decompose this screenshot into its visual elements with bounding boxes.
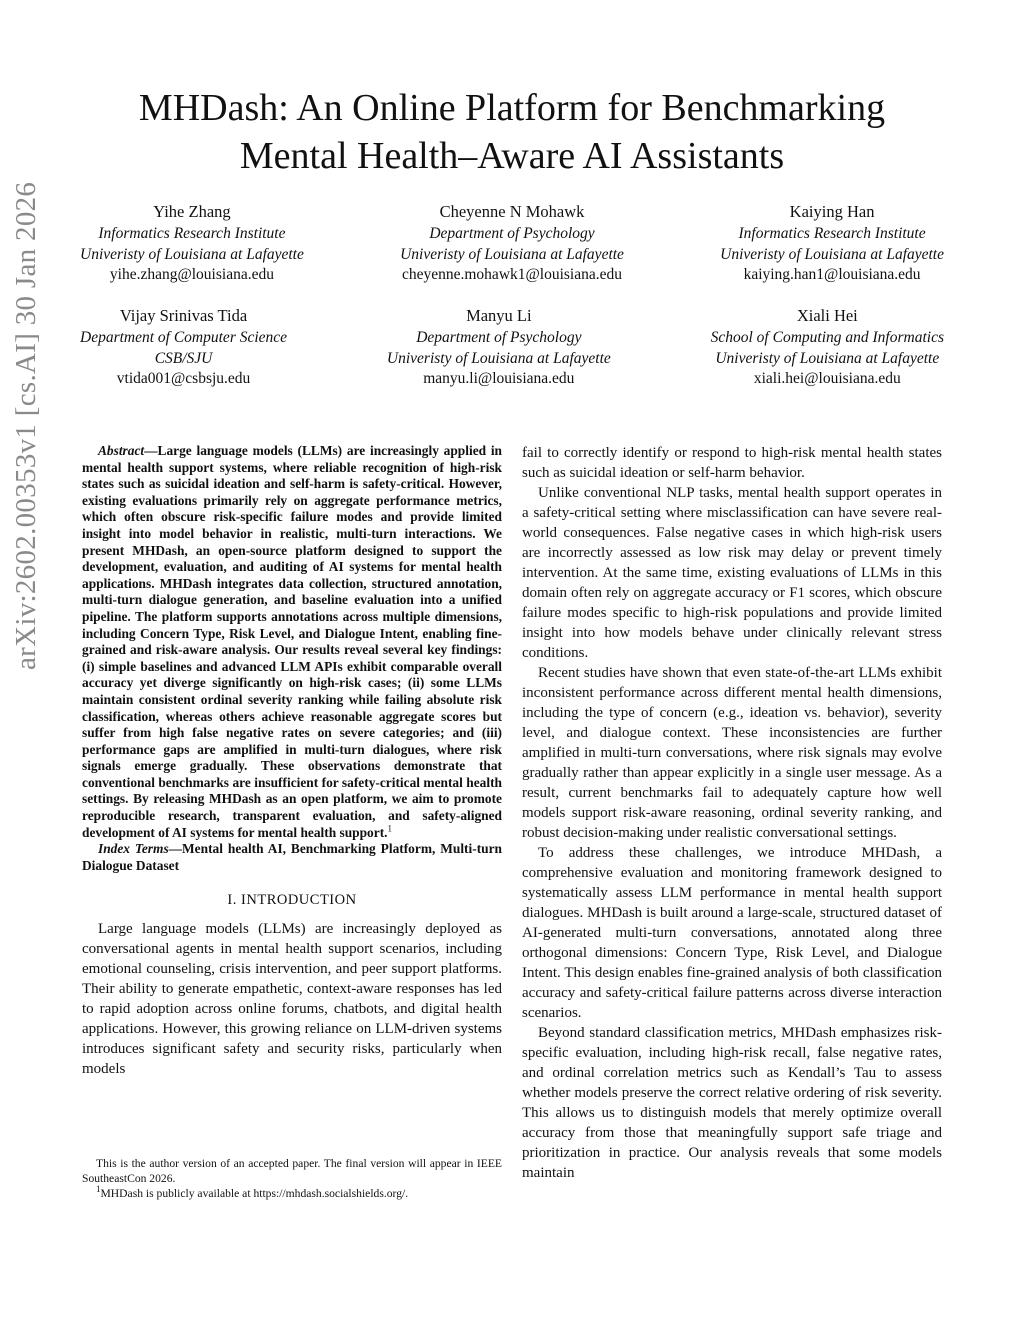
author-organization: Univeristy of Louisiana at Lafayette [720, 245, 944, 263]
body-paragraph: Recent studies have shown that even state-of-the-art LLMs exhibit inconsistent performance across different mental health dimensions, including the type of concern (e.g., ideation vs. behavior), severity level, and dialogue context. These inconsistencies are further amplified in multi-turn conversations, where risk signals may evolve gradually rather than appear explicitly in a single user message. As a result, current benchmarks fail to adequately capture how well models support risk-aware reasoning, ordinal severity ranking, and robust decision-making under realistic conversational settings. [522, 665, 942, 841]
author-department: Informatics Research Institute [98, 224, 286, 242]
index-terms-label: Index Terms [98, 841, 169, 857]
author-block [720, 202, 944, 286]
author-name: Xiali Hei [796, 306, 858, 325]
title-line-1: MHDash: An Online Platform for Benchmarking [138, 87, 886, 129]
footnote-mark: 1 [96, 1183, 101, 1194]
author-email: vtida001@csbsju.edu [116, 370, 251, 388]
body-paragraph: Unlike conventional NLP tasks, mental health support operates in a safety-critical setting where misclassification can have severe real-world consequences. False negative cases in which high-risk users are incorrectly assessed as low risk may delay or prevent timely intervention. At the same time, existing evaluations of LLMs in this domain often rely on aggregate accuracy or F1 scores, which obscure failure modes specific to high-risk populations and provide limited insight into how models behave under clinically relevant stress conditions. [522, 485, 942, 661]
author-block [711, 306, 944, 390]
abstract-label: Abstract [98, 443, 145, 458]
author-email: xiali.hei@louisiana.edu [753, 370, 901, 388]
footnote-availability-text: MHDash is publicly available at https://mhdash.socialshields.org/. [100, 1186, 409, 1200]
arxiv-identifier: arXiv:2602.00353v1 [cs.AI] 30 Jan 2026 [10, 181, 42, 670]
author-name: Manyu Li [466, 306, 532, 325]
index-terms-text: —Mental health AI, Benchmarking Platform, Multi-turn Dialogue Dataset [82, 841, 502, 873]
section-title-rest: NTRODUCTION [246, 892, 357, 909]
author-department: Department of Psychology [416, 328, 582, 346]
author-department: School of Computing and Informatics [710, 328, 944, 346]
section-heading-introduction [82, 890, 502, 910]
author-email: cheyenne.mohawk1@louisiana.edu [401, 266, 622, 284]
footnote-mark: 1 [387, 823, 392, 834]
author-organization: Univeristy of Louisiana at Lafayette [715, 349, 940, 367]
author-department: Informatics Research Institute [738, 224, 926, 242]
abstract-text: —Large language models (LLMs) are increasingly applied in mental health support systems, where reliable recognition of high-risk states such as suicidal ideation and self-harm is safety-critical. However, existing evaluations primarily rely on aggregate performance metrics, which often obscure risk-specific failure modes and provide limited insight into model behavior in realistic, multi-turn interactions. We present MHDash, an open-source platform designed to support the development, evaluation, and auditing of AI systems for mental health applications. MHDash integrates data collection, structured annotation, multi-turn dialogue generation, and baseline evaluation into a unified pipeline. The platform supports annotations across multiple dimensions, including Concern Type, Risk Level, and Dialogue Intent, enabling fine-grained and risk-aware analysis. Our results reveal several key findings: (i) simple baselines and advanced LLM APIs exhibit comparable overall accuracy yet diverge significantly on high-risk cases; (ii) some LLMs maintain consistent ordinal severity ranking while failing absolute risk classification, whereas others achieve reasonable aggregate scores but suffer from high false negative rates on severe categories; and (iii) performance gaps are amplified in multi-turn dialogues, where risk signals emerge gradually. These observations demonstrate that conventional benchmarks are insufficient for safety-critical mental health settings. By releasing MHDash as an open platform, we aim to promote reproducible research, transparent evaluation, and safety-aligned development of AI systems for mental health support. [82, 443, 502, 840]
intro-paragraph: Large language models (LLMs) are increasingly deployed as conversational agents in mental health support scenarios, including emotional counseling, crisis intervention, and peer support platforms. Their ability to generate empathetic, context-aware responses has led to rapid adoption across online forums, chatbots, and digital health applications. However, this growing reliance on LLM-driven systems introduces significant safety and security risks, particularly when models [82, 921, 502, 1078]
abstract [82, 443, 502, 841]
author-block [80, 202, 304, 286]
section-number: I. [227, 892, 242, 909]
title-line-2: Mental Health–Aware AI Assistants [239, 135, 785, 177]
author-organization: CSB/SJU [154, 349, 213, 367]
author-organization: Univeristy of Louisiana at Lafayette [400, 245, 624, 263]
author-name: Vijay Srinivas Tida [119, 306, 248, 325]
paper-title [0, 84, 1024, 180]
left-column [82, 443, 502, 1079]
footnote-author-version: This is the author version of an accepted paper. The final version will appear in IEEE SoutheastCon 2026. [82, 1157, 502, 1185]
author-email: manyu.li@louisiana.edu [423, 370, 575, 388]
index-terms [82, 841, 502, 874]
body-paragraph: To address these challenges, we introduce MHDash, a comprehensive evaluation and monitoring framework designed to systematically assess LLM performance in mental health support dialogues. MHDash is built around a large-scale, structured dataset of AI-generated multi-turn conversations, annotated along three orthogonal dimensions: Concern Type, Risk Level, and Dialogue Intent. This design enables fine-grained analysis of both classification accuracy and safety-critical failure patterns across diverse interaction scenarios. [522, 845, 942, 1021]
author-organization: Univeristy of Louisiana at Lafayette [386, 349, 611, 367]
author-row-2 [80, 306, 944, 390]
body-paragraph: fail to correctly identify or respond to high-risk mental health states such as suicidal ideation or self-harm behavior. [522, 445, 942, 481]
author-block [400, 202, 624, 286]
author-block [80, 306, 287, 390]
footnotes [82, 1157, 502, 1201]
section-initial: I [241, 892, 247, 909]
body-paragraph: Beyond standard classification metrics, MHDash emphasizes risk-specific evaluation, including high-risk recall, false negative rates, and ordinal correlation metrics such as Kendall’s Tau to assess whether models preserve the correct relative ordering of risk severity. This allows us to distinguish models that merely optimize overall accuracy from those that meaningfully support safe triage and prioritization in practice. Our analysis reveals that some models maintain [522, 1025, 942, 1181]
author-department: Department of Computer Science [80, 328, 288, 346]
right-column [522, 443, 942, 1183]
author-name: Kaiying Han [789, 202, 875, 221]
footnote-availability [82, 1183, 502, 1202]
author-department: Department of Psychology [429, 224, 595, 242]
author-organization: Univeristy of Louisiana at Lafayette [80, 245, 304, 263]
author-email: yihe.zhang@louisiana.edu [109, 266, 274, 284]
author-name: Yihe Zhang [153, 202, 231, 221]
author-name: Cheyenne N Mohawk [439, 202, 585, 221]
author-email: kaiying.han1@louisiana.edu [743, 266, 921, 284]
author-row-1 [80, 202, 944, 286]
author-block [387, 306, 611, 390]
